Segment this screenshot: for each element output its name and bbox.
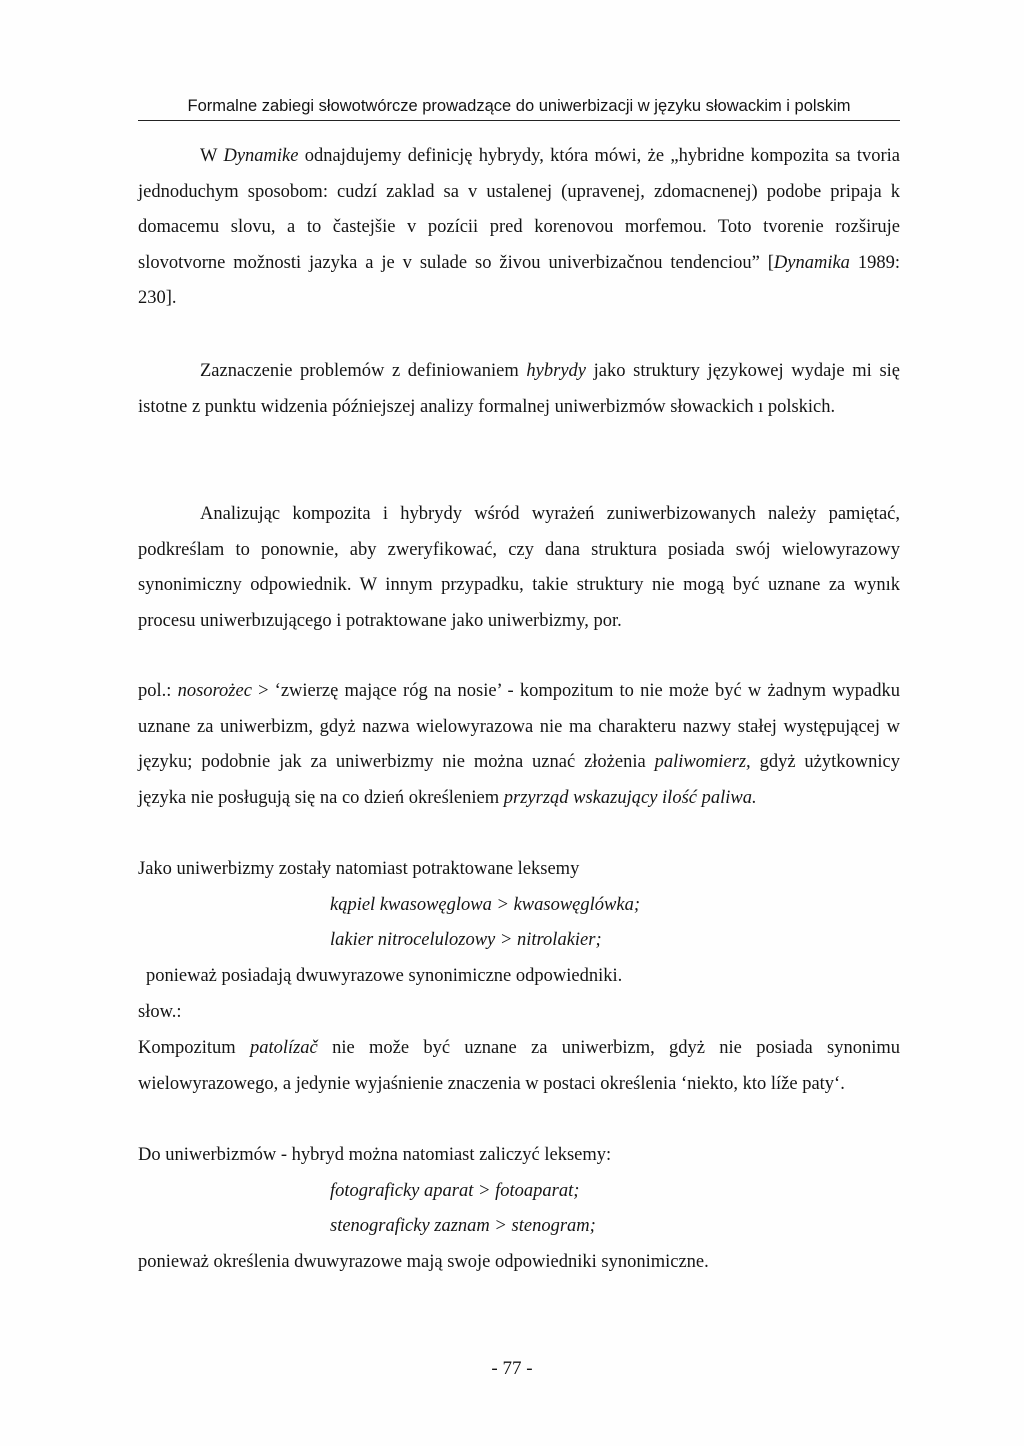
example-kwasoweglowka: kąpiel kwasowęglowa > kwasowęglówka; — [330, 895, 640, 915]
running-header: Formalne zabiegi słowotwórcze prowadzące do uniwerbizacji w języku słowackim i polskim — [138, 95, 900, 121]
example-fotoaparat: fotograficky aparat > fotoaparat; — [330, 1181, 580, 1201]
paragraph-hybryda-problem: Zaznaczenie problemów z definiowaniem hybrydy jako struktury językowej wydaje mi się istotne z punktu widzenia późniejszej analizy formalnej uniwerbizmów słowackich ı polskich. — [138, 361, 900, 417]
text-line-hybrid-intro: Do uniwerbizmów - hybryd można natomiast zaliczyć leksemy: — [138, 1145, 612, 1165]
text-line-uniwerbizmy-intro: Jako uniwerbizmy zostały natomiast potraktowane leksemy — [138, 859, 580, 879]
paragraph-kompozita-analysis: Analizując kompozita i hybrydy wśród wyrażeń zuniwerbizowanych należy pamiętać, podkreślam to ponownie, aby zweryfikować, czy dana struktura posiada swój wielowyrazowy synonimiczny odpowiednik. W innym przypadku, takie struktury nie mogą być uznane za wynık procesu uniwerbızującego i potraktowane jako uniwerbizmy, por. — [138, 504, 900, 631]
example-nitrolakier: lakier nitrocelulozowy > nitrolakier; — [330, 930, 602, 950]
text-line-synonyms-reason: ponieważ posiadają dwuwyrazowe synonimiczne odpowiedniki. — [146, 966, 623, 986]
text-line-slow-label: słow.: — [138, 1002, 182, 1022]
paragraph-patolizac-example: Kompozitum patolízač nie može być uznane za uniwerbizm, gdyż nie posiada synonimu wielowyrazowego, a jedynie wyjaśnienie znaczenia w postaci określenia ‘niekto, kto líže paty‘. — [138, 1038, 900, 1094]
paragraph-dynamike-definition: W Dynamike odnajdujemy definicję hybrydy, która mówi, że „hybridne kompozita sa tvoria jednoduchym sposobom: cudzí zaklad sa v ustalenej (upravenej, zdomacnenej) podobe pripaja k domacemu slovu, a to častejšie v pozícii pred korenovou morfemou. Toto tvorenie rozširuje slovotvorne možnosti jazyka a je v sulade so živou univerbizačnou tendenciou” [Dynamika 1989: 230]. — [138, 146, 901, 308]
page-number: - 77 - — [491, 1358, 533, 1379]
text-line-synonyms-conclusion: ponieważ określenia dwuwyrazowe mają swoje odpowiedniki synonimiczne. — [138, 1252, 709, 1272]
paragraph-polish-example: pol.: nosorożec > ‘zwierzę mające róg na nosie’ - kompozitum to nie może być w żadnym wypadku uznane za uniwerbizm, gdyż nazwa wielowyrazowa nie ma charakteru nazwy stałej występującej w języku; podobnie jak za uniwerbizmy nie można uznać złożenia paliwomierz, gdyż użytkownicy języka nie posługują się na co dzień określeniem przyrząd wskazujący ilość paliwa. — [138, 681, 901, 808]
example-stenogram: stenograficky zaznam > stenogram; — [330, 1216, 596, 1236]
